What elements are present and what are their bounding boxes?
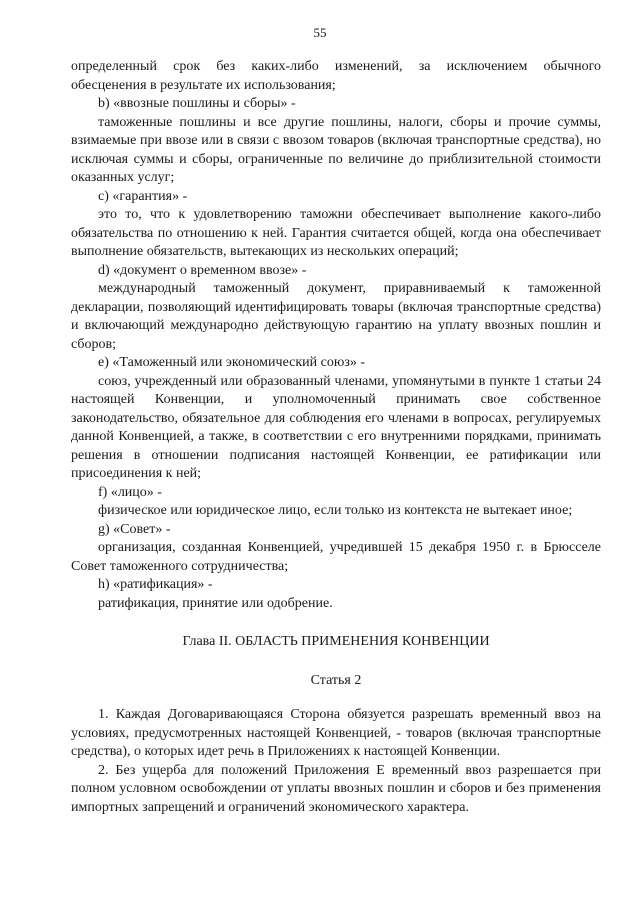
definition-term-h: h) «ратификация» - bbox=[98, 577, 213, 592]
article-paragraph-1: 1. Каждая Договаривающаяся Сторона обязуется разрешать временный ввоз на условиях, предусмотренных настоящей Конвенцией, - товаров (включая транспортные средства), о которых идет речь в Приложениях к настоящей Конвенции. bbox=[71, 707, 601, 759]
definition-text-b: таможенные пошлины и все другие пошлины, налоги, сборы и прочие суммы, взимаемые при ввозе или в связи с ввозом товаров (включая транспортные средства), но исключая суммы и сборы, ограниченные по величине до приблизительной стоимости оказанных услуг; bbox=[71, 114, 601, 185]
intro-line-1: определенный срок без каких-либо изменений, за исключением обычного bbox=[71, 59, 601, 74]
chapter-heading: Глава II. ОБЛАСТЬ ПРИМЕНЕНИЯ КОНВЕНЦИИ bbox=[182, 634, 490, 649]
definition-text-e: союз, учрежденный или образованный членами, упомянутыми в пункте 1 статьи 24 настоящей Конвенции, и уполномоченный принимать свое собственное законодательство, обязательное для соблюдения его членами в вопросах, регулируемых данной Конвенцией, а также, в соответствии с его внутренними порядками, принимать решения в отношении подписания настоящей Конвенции, ее ратификации или присоединения к ней; bbox=[71, 373, 601, 481]
definition-term-g: g) «Совет» - bbox=[98, 521, 171, 537]
definition-term-e: e) «Таможенный или экономический союз» - bbox=[98, 355, 366, 370]
definition-text-h: ратификация, принятие или одобрение. bbox=[98, 595, 333, 611]
intro-paragraph-end bbox=[71, 77, 601, 96]
page-content bbox=[71, 58, 601, 817]
article-heading: Статья 2 bbox=[310, 672, 362, 688]
definition-term-d: d) «документ о временном ввозе» - bbox=[98, 262, 307, 278]
definition-term-c: c) «гарантия» - bbox=[98, 188, 188, 204]
definition-term-f: f) «лицо» - bbox=[98, 484, 162, 500]
page-number: 55 bbox=[313, 25, 327, 40]
definition-text-d: международный таможенный документ, приравниваемый к таможенной декларации, позволяющий идентифицировать товары (включая транспортные средства) и включающий международно действующую гарантию на уплату ввозных пошлин и сборов; bbox=[71, 281, 601, 352]
intro-line-2: обесценения в результате их использования; bbox=[71, 77, 336, 93]
definition-text-c: это то, что к удовлетворению таможни обеспечивает выполнение какого-либо обязательства по отношению к ней. Гарантия считается общей, когда она обеспечивает выполнение обязательств, вытекающих из нескольких операций; bbox=[71, 207, 601, 259]
definition-term-b: b) «ввозные пошлины и сборы» - bbox=[98, 96, 296, 111]
intro-paragraph bbox=[71, 58, 601, 77]
definition-text-f: физическое или юридическое лицо, если только из контекста не вытекает иное; bbox=[98, 503, 573, 518]
definition-text-g: организация, созданная Конвенцией, учредившей 15 декабря 1950 г. в Брюсселе Совет таможенного сотрудничества; bbox=[71, 540, 601, 574]
article-paragraph-2: 2. Без ущерба для положений Приложения E временный ввоз разрешается при полном условном освобождении от уплаты ввозных пошлин и сборов и без применения импортных запрещений и ограничений экономического характера. bbox=[71, 762, 601, 815]
